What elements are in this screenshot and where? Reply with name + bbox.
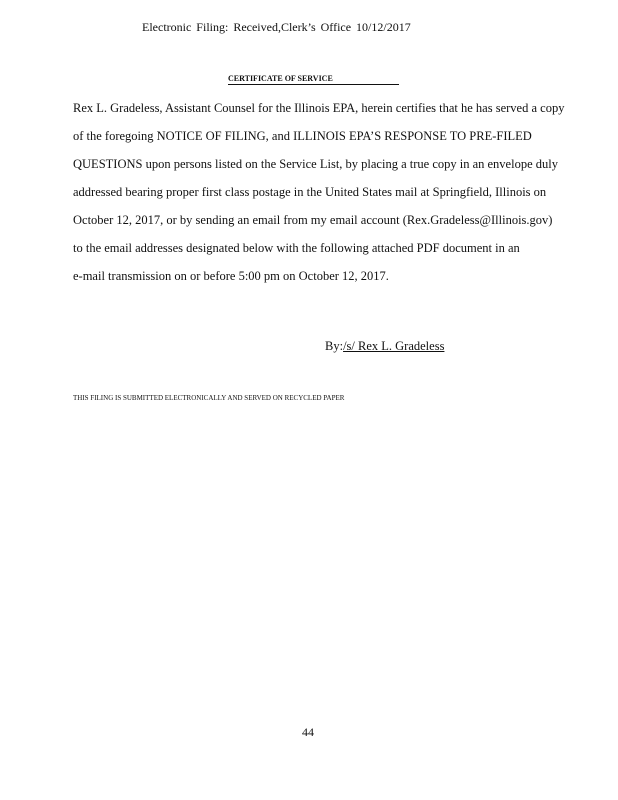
body-line-4: addressed bearing proper first class postage in the United States mail at Springfield, Illinois on xyxy=(73,185,547,199)
electronic-filing-header: Electronic Filing: Received,Clerk’s Office 10/12/2017 xyxy=(142,20,411,34)
body-line-5: October 12, 2017, or by sending an email from my email account (Rex.Gradeless@Illinois.gov) xyxy=(73,213,553,227)
certificate-title: CERTIFICATE OF SERVICE xyxy=(228,74,399,85)
body-line-2: of the foregoing NOTICE OF FILING, and ILLINOIS EPA’S RESPONSE TO PRE-FILED xyxy=(73,129,532,143)
body-line-3: QUESTIONS upon persons listed on the Service List, by placing a true copy in an envelope duly xyxy=(73,157,558,171)
page-number: 44 xyxy=(302,725,314,739)
recycled-paper-note: THIS FILING IS SUBMITTED ELECTRONICALLY AND SERVED ON RECYCLED PAPER xyxy=(73,394,345,402)
body-line-1: Rex L. Gradeless, Assistant Counsel for the Illinois EPA, herein certifies that he has served a copy xyxy=(73,101,565,115)
signature-prefix: By: xyxy=(325,339,344,353)
body-line-7: e-mail transmission on or before 5:00 pm on October 12, 2017. xyxy=(73,269,389,283)
signature-name: /s/ Rex L. Gradeless xyxy=(343,339,445,353)
signature-block xyxy=(325,339,468,354)
body-line-6: to the email addresses designated below with the following attached PDF document in an xyxy=(73,241,520,255)
